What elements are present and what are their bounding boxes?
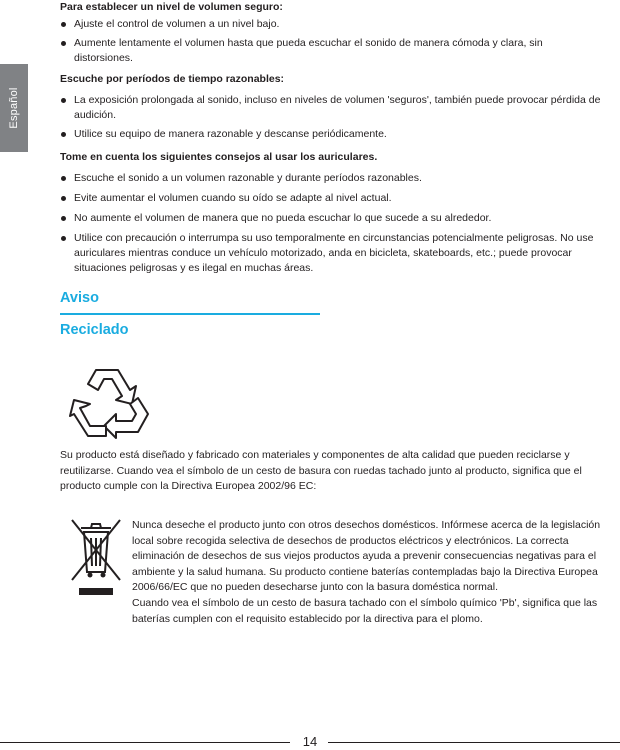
section-divider [60, 313, 320, 315]
language-side-tab [0, 64, 28, 152]
crossed-bin-icon [68, 516, 124, 598]
list-item: La exposición prolongada al sonido, incluso en niveles de volumen 'seguros', también puede provocar pérdida de audición. [60, 93, 608, 123]
language-label: Español [8, 87, 20, 129]
list-item: Utilice con precaución o interrumpa su uso temporalmente en circunstancias potencialmente peligrosas. No use auriculares mientras conduce un vehículo motorizado, anda en bicicleta, skateboards, etc.; puede provocar situaciones peligrosas y es ilegal en muchas áreas. [60, 231, 608, 276]
section-heading: Para establecer un nivel de volumen seguro: [60, 1, 283, 13]
section-safe-volume [60, 0, 608, 66]
list-item: Evite aumentar el volumen cuando su oído se adapte al nivel actual. [60, 191, 608, 206]
list-item: Escuche el sonido a un volumen razonable y durante períodos razonables. [60, 171, 608, 186]
footer-rule-right [328, 742, 620, 743]
section-headphone-tips [60, 150, 608, 276]
footer-rule-left [0, 742, 290, 743]
list-item: Utilice su equipo de manera razonable y descanse periódicamente. [60, 127, 608, 142]
recycling-paragraph: Su producto está diseñado y fabricado con materiales y componentes de alta calidad que pueden reciclarse y reutilizarse. Cuando vea el símbolo de un cesto de basura con ruedas tachado junto al producto, significa que el producto cumple con la Directiva Europea 2002/96 EC: [60, 449, 582, 492]
recycle-icon [66, 364, 154, 442]
weee-disposal-text: Nunca deseche el producto junto con otros desechos domésticos. Infórmese acerca de la legislación local sobre recogida selectiva de desechos de productos eléctricos y electrónicos. La correcta eliminación de desechos de sus viejos productos ayuda a prevenir consecuencias negativas para el ambiente y la salud humana. Su producto contiene baterías contempladas bajo la Directiva Europea 2006/66/EC que no pueden desecharse junto con la basura doméstica normal. Cuando vea el símbolo de un cesto de basura tachado con el símbolo químico 'Pb', significa que las baterías cumplen con el requisito establecido por la directiva para el plomo. [132, 519, 601, 625]
list-item: Aumente lentamente el volumen hasta que pueda escuchar el sonido de manera cómoda y clara, sin distorsiones. [60, 36, 564, 66]
section-heading: Escuche por períodos de tiempo razonables: [60, 73, 285, 85]
section-reasonable-time [60, 72, 608, 142]
list-item: Ajuste el control de volumen a un nivel bajo. [60, 17, 608, 32]
page-number: 14 [300, 734, 320, 750]
reciclado-title: Reciclado [60, 322, 129, 338]
section-heading: Tome en cuenta los siguientes consejos al usar los auriculares. [60, 151, 378, 163]
list-item: No aumente el volumen de manera que no pueda escuchar lo que sucede a su alrededor. [60, 211, 608, 226]
aviso-title: Aviso [60, 290, 99, 306]
